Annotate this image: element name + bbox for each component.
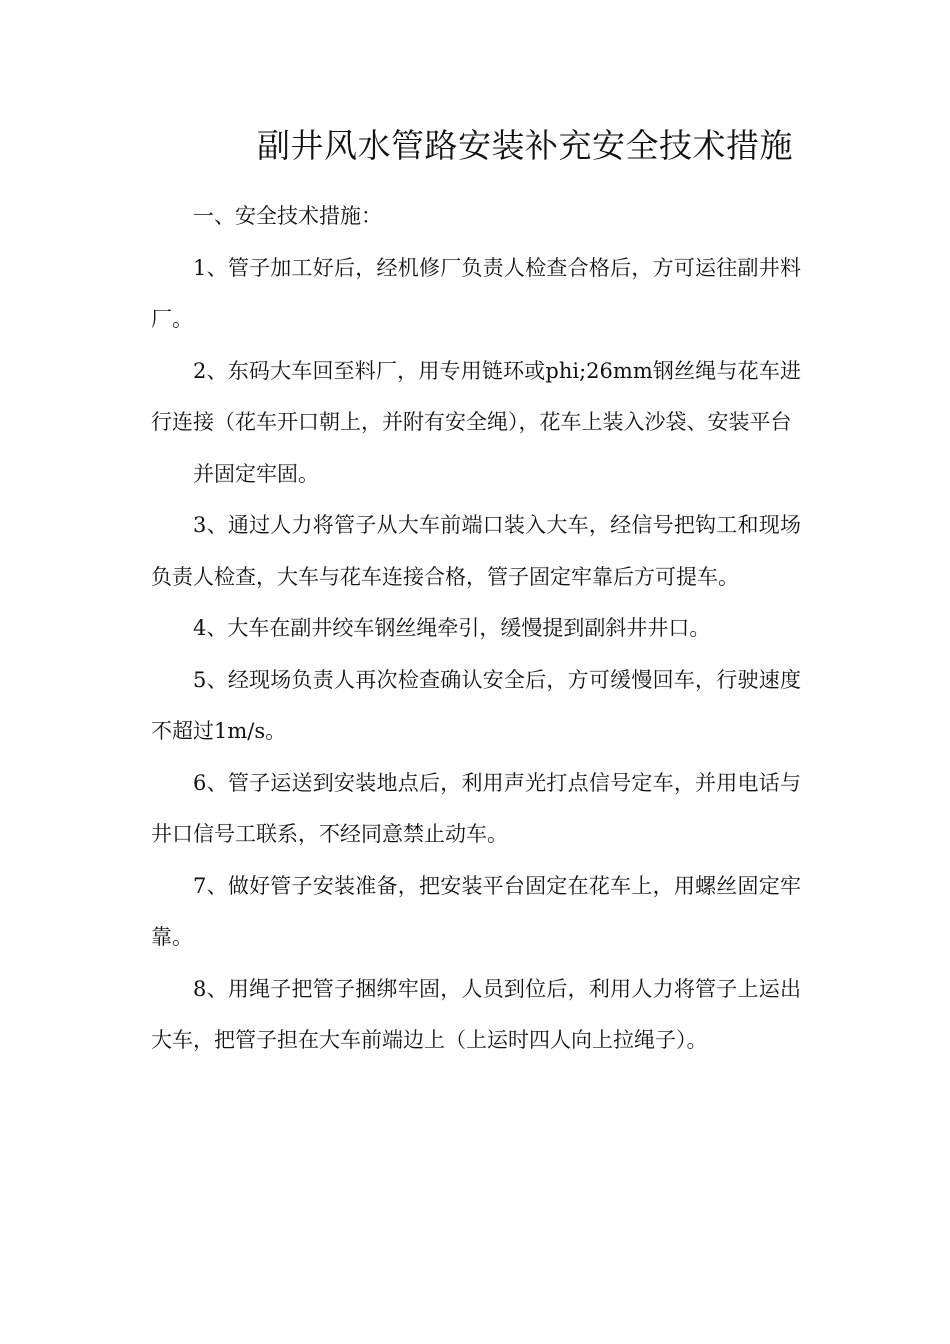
paragraph-7: 7、做好管子安装准备，把安装平台固定在花车上，用螺丝固定牢靠。 — [151, 873, 801, 949]
section-heading: 一、安全技术措施： — [193, 204, 382, 228]
paragraph-3: 3、通过人力将管子从大车前端口装入大车，经信号把钩工和现场负责人检查，大车与花车连接合格，管子固定牢靠后方可提车。 — [151, 513, 801, 589]
document-title: 副井风水管路安装补充安全技术措施 — [257, 126, 793, 165]
paragraph-2: 2、东码大车回至料厂，用专用链环或phi;26mm钢丝绳与花车进行连接（花车开口朝上，并附有安全绳），花车上装入沙袋、安装平台 — [151, 358, 801, 434]
paragraph-8: 8、用绳子把管子捆绑牢固，人员到位后，利用人力将管子上运出大车，把管子担在大车前端边上（上运时四人向上拉绳子）。 — [151, 976, 801, 1052]
paragraph-5: 5、经现场负责人再次检查确认安全后，方可缓慢回车，行驶速度不超过1m/s。 — [151, 667, 801, 743]
paragraph-2-continuation: 并固定牢固。 — [193, 461, 319, 486]
document-body — [151, 191, 801, 1067]
paragraph-6: 6、管子运送到安装地点后，利用声光打点信号定车，并用电话与井口信号工联系，不经同意禁止动车。 — [151, 770, 801, 846]
paragraph-4: 4、大车在副井绞车钢丝绳牵引，缓慢提到副斜井井口。 — [193, 616, 711, 640]
paragraph-1: 1、管子加工好后，经机修厂负责人检查合格后，方可运往副井料厂。 — [151, 255, 801, 331]
